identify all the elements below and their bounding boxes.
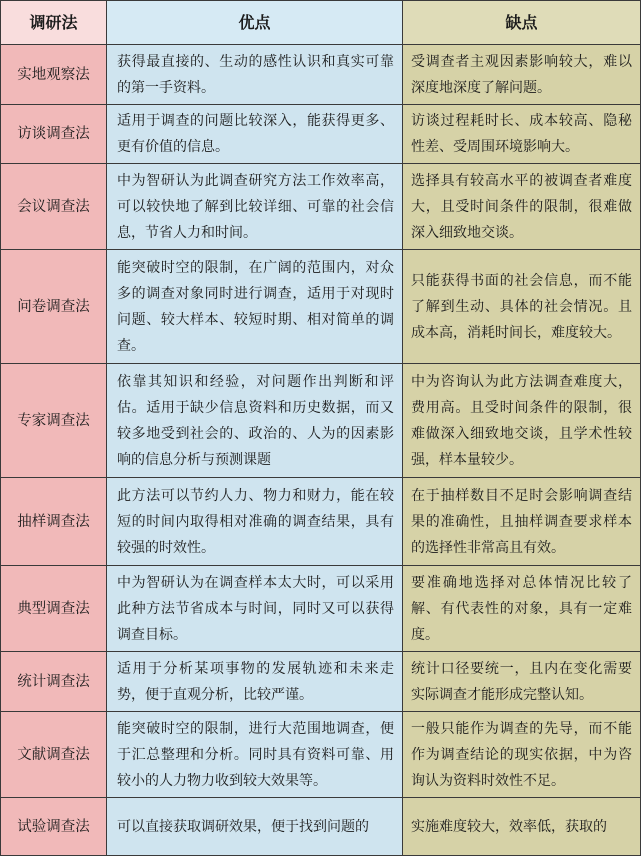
pros-cell: 可以直接获取调研效果，便于找到问题的 [107,798,403,856]
method-cell: 问卷调查法 [1,250,107,364]
pros-cell: 此方法可以节约人力、物力和财力，能在较短的时间内取得相对准确的调查结果，具有较强的时效性。 [107,478,403,566]
table-row [1,164,641,250]
method-cell: 实地观察法 [1,45,107,105]
cons-cell: 受调查者主观因素影响较大，难以深度地深度了解问题。 [403,45,641,105]
pros-cell: 依靠其知识和经验，对问题作出判断和评估。适用于缺少信息资料和历史数据，而又较多地受到社会的、政治的、人为的因素影响的信息分析与预测课题 [107,364,403,478]
cons-cell: 实施难度较大，效率低，获取的 [403,798,641,856]
method-cell: 试验调查法 [1,798,107,856]
cons-cell: 访谈过程耗时长、成本较高、隐秘性差、受周围环境影响大。 [403,105,641,164]
cons-cell: 一般只能作为调查的先导，而不能作为调查结论的现实依据，中为咨询认为资料时效性不足。 [403,712,641,798]
pros-cell: 适用于分析某项事物的发展轨迹和未来走势，便于直观分析，比较严谨。 [107,652,403,712]
header-cons: 缺点 [403,1,641,45]
method-cell: 专家调查法 [1,364,107,478]
method-cell: 会议调查法 [1,164,107,250]
table-row [1,566,641,652]
header-pros: 优点 [107,1,403,45]
cons-cell: 只能获得书面的社会信息，而不能了解到生动、具体的社会情况。且成本高，消耗时间长，难度较大。 [403,250,641,364]
method-cell: 统计调查法 [1,652,107,712]
method-cell: 典型调查法 [1,566,107,652]
method-cell: 文献调查法 [1,712,107,798]
table-row [1,478,641,566]
table-row [1,798,641,856]
method-cell: 抽样调查法 [1,478,107,566]
pros-cell: 获得最直接的、生动的感性认识和真实可靠的第一手资料。 [107,45,403,105]
pros-cell: 中为智研认为在调查样本太大时，可以采用此种方法节省成本与时间，同时又可以获得调查目标。 [107,566,403,652]
table-row [1,45,641,105]
cons-cell: 中为咨询认为此方法调查难度大，费用高。且受时间条件的限制，很难做深入细致地交谈，且学术性较强，样本量较少。 [403,364,641,478]
pros-cell: 适用于调查的问题比较深入，能获得更多、更有价值的信息。 [107,105,403,164]
pros-cell: 能突破时空的限制，在广阔的范围内，对众多的调查对象同时进行调查，适用于对现时问题、较大样本、较短时期、相对简单的调查。 [107,250,403,364]
table-row [1,652,641,712]
table-row [1,712,641,798]
cons-cell: 统计口径要统一，且内在变化需要实际调查才能形成完整认知。 [403,652,641,712]
cons-cell: 要准确地选择对总体情况比较了解、有代表性的对象，具有一定难度。 [403,566,641,652]
table-row [1,105,641,164]
cons-cell: 在于抽样数目不足时会影响调查结果的准确性，且抽样调查要求样本的选择性非常高且有效。 [403,478,641,566]
header-row [1,1,641,45]
pros-cell: 能突破时空的限制，进行大范围地调查，便于汇总整理和分析。同时具有资料可靠、用较小的人力物力收到较大效果等。 [107,712,403,798]
table-row [1,364,641,478]
method-cell: 访谈调查法 [1,105,107,164]
cons-cell: 选择具有较高水平的被调查者难度大，且受时间条件的限制，很难做深入细致地交谈。 [403,164,641,250]
pros-cell: 中为智研认为此调查研究方法工作效率高，可以较快地了解到比较详细、可靠的社会信息，节省人力和时间。 [107,164,403,250]
table-row [1,250,641,364]
header-method: 调研法 [1,1,107,45]
